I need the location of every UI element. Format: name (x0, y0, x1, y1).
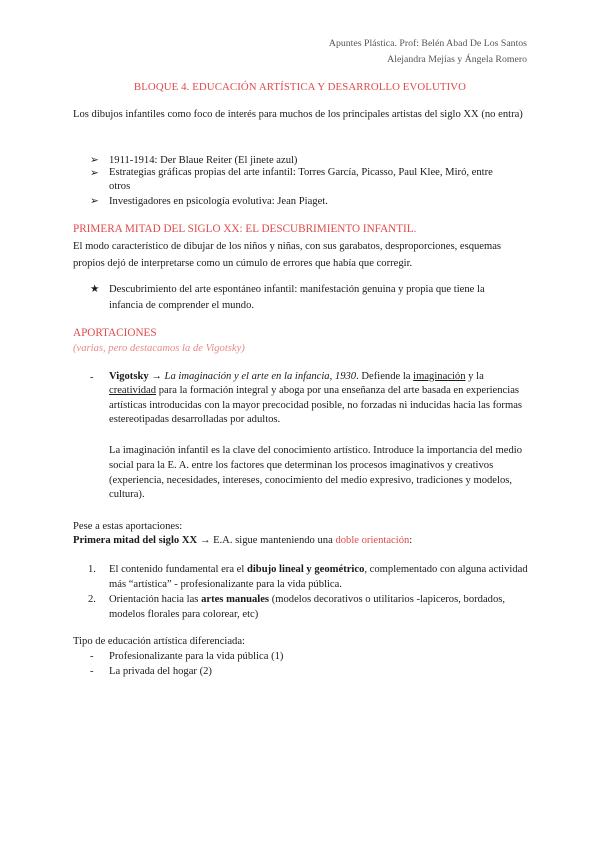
section-paragraph: El modo característico de dibujar de los niños y niñas, con sus garabatos, desproporciones, esquemas propios dejó de interpretarse como un cúmulo de errores que había que corregir. (73, 241, 502, 269)
intro-paragraph: Los dibujos infantiles como foco de interés para muchos de los principales artistas del siglo XX (no entra) (73, 109, 523, 120)
text-fragment: para la formación integral y aboga por una enseñanza del arte basada en experiencias artísticas introducidas con la mayor precocidad posible, no forzadas ni inducidas hacia las formas estereotipadas desarrolladas por adultos. (109, 385, 523, 426)
list-item: Estrategias gráficas propias del arte infantil: Torres García, Picasso, Paul Klee, Miró, entre otros (109, 167, 493, 192)
header-authors-line: Alejandra Mejías y Ángela Romero (387, 53, 527, 65)
highlight-doble-orientacion: doble orientación (335, 535, 410, 546)
text-fragment: → E.A. sigue manteniendo una (197, 535, 336, 546)
text-fragment: : (409, 535, 413, 546)
section-subheading: (varias, pero destacamos la de Vigotsky) (73, 343, 245, 354)
book-title: La imaginación y el arte en la infancia, 1930 (164, 371, 357, 382)
section-heading-aportaciones: APORTACIONES (73, 327, 157, 339)
author-name: Vigotsky (109, 371, 149, 382)
keyword-creatividad: creatividad (109, 385, 157, 397)
star-bullet-icon: ★ (90, 284, 100, 295)
header-course-line: Apuntes Plástica. Prof: Belén Abad De Los Santos (328, 38, 527, 49)
keyword-bold: dibujo lineal y geométrico (246, 564, 365, 575)
keyword-imaginacion: imaginación (413, 371, 466, 382)
keyword-bold: artes manuales (201, 594, 270, 605)
list-item: Profesionalizante para la vida pública (1) (109, 651, 284, 662)
section-heading-descubrimiento: PRIMERA MITAD DEL SIGLO XX: EL DESCUBRIMIENTO INFANTIL. (73, 223, 417, 235)
dash-bullet-icon: - (90, 372, 94, 383)
dash-bullet-icon: - (90, 651, 94, 662)
tipo-educacion-heading: Tipo de educación artística diferenciada: (73, 636, 245, 647)
page-header (329, 36, 527, 67)
list-number: 2. (88, 594, 96, 605)
list-number: 1. (88, 564, 96, 575)
vigotsky-paragraph-2: La imaginación infantil es la clave del conocimiento artístico. Introduce la importancia del medio social para la E. A. entre los factores que determinan los procesos imaginativos y creativos (experiencia, necesidades, intereses, conocimiento del medio expresivo, tradiciones y modelos, cultura). (109, 445, 523, 501)
arrow-icon: → (151, 371, 162, 382)
text-fragment: . Defiende la (356, 371, 414, 382)
list-item: Investigadores en psicología evolutiva: Jean Piaget. (109, 196, 328, 207)
text-fragment: El contenido fundamental era el (109, 564, 247, 575)
transition-line: Pese a estas aportaciones: (73, 521, 183, 532)
arrow-bullet-icon: ➢ (90, 155, 99, 166)
list-item: La privada del hogar (2) (109, 666, 212, 677)
bold-lead: Primera mitad del siglo XX (73, 535, 198, 546)
text-fragment: (modelos decorativos o utilitarios -lapiceros, bordados, modelos florales para colorear, etc) (109, 594, 506, 621)
text-fragment: , complementado con alguna actividad más “artística” - profesionalizante para la vida pública. (109, 564, 528, 591)
list-item (109, 592, 529, 622)
arrow-bullet-icon: ➢ (90, 196, 99, 207)
arrow-bullet-icon: ➢ (90, 168, 99, 179)
vigotsky-paragraph (109, 370, 529, 428)
page-title: BLOQUE 4. EDUCACIÓN ARTÍSTICA Y DESARROLLO EVOLUTIVO (133, 81, 467, 93)
list-item: Descubrimiento del arte espontáneo infantil: manifestación genuina y propia que tiene la infancia de comprender el mundo. (109, 284, 485, 311)
dash-bullet-icon: - (90, 666, 94, 677)
doble-orientacion-line (73, 533, 525, 548)
text-fragment: Orientación hacia las (109, 594, 202, 605)
list-item (109, 562, 529, 592)
text-fragment: y la (465, 371, 484, 382)
list-item: 1911-1914: Der Blaue Reiter (El jinete azul) (109, 155, 298, 166)
